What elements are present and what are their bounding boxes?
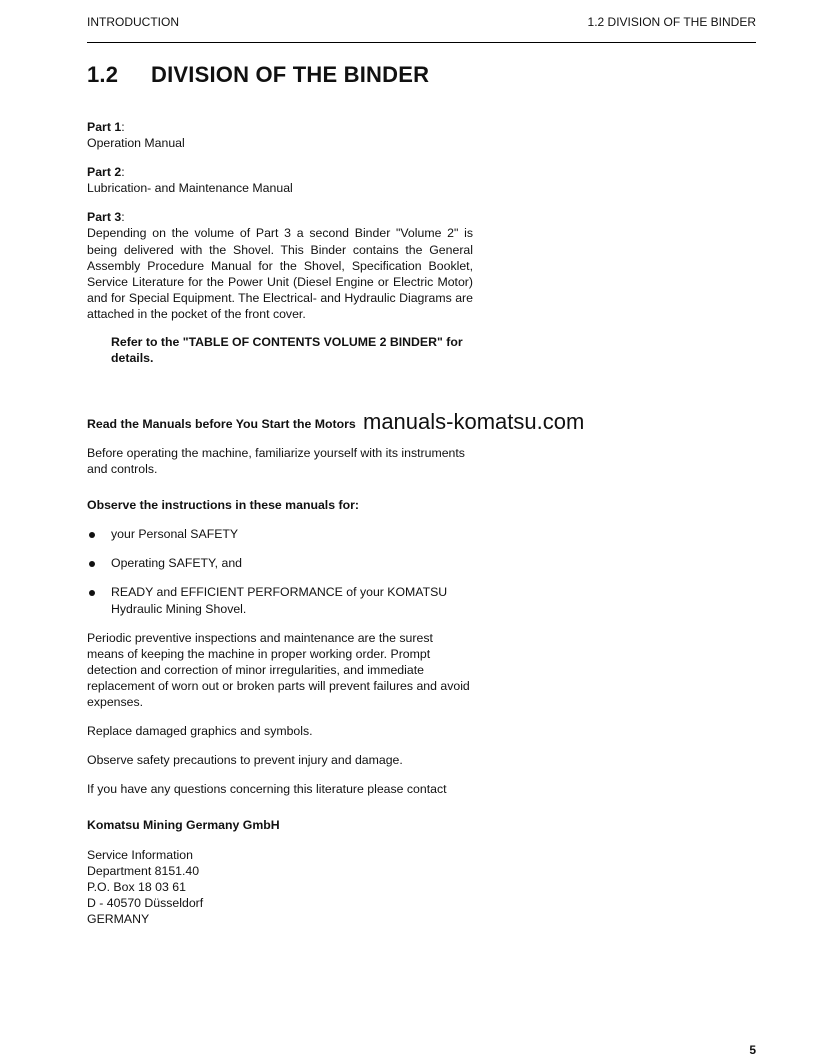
section-number: 1.2 bbox=[87, 62, 119, 87]
header-section-left: INTRODUCTION bbox=[87, 15, 179, 29]
bullet-item bbox=[87, 584, 473, 616]
part-2-text: Lubrication- and Maintenance Manual bbox=[87, 181, 293, 196]
instructions-block bbox=[87, 445, 473, 927]
address-line: GERMANY bbox=[87, 911, 150, 926]
address-line: Department 8151.40 bbox=[87, 863, 200, 878]
part-3: Part 3: bbox=[87, 210, 125, 225]
header-section-right: 1.2 DIVISION OF THE BINDER bbox=[587, 15, 756, 29]
part-1-text: Operation Manual bbox=[87, 136, 185, 151]
before-operating-text: Before operating the machine, familiarize yourself with its instruments and controls. bbox=[87, 446, 465, 477]
part-1-label: Part 1 bbox=[87, 120, 122, 134]
address-line: P.O. Box 18 03 61 bbox=[87, 879, 186, 894]
section-title: DIVISION OF THE BINDER bbox=[151, 62, 430, 87]
periodic-inspection-text: Periodic preventive inspections and maintenance are the surest means of keeping the machine in proper working order. Prompt detection and correction of minor irregularities, and immediate replacement of worn out or broken parts will prevent failures and avoid expenses. bbox=[87, 630, 470, 710]
bullet-text: Operating SAFETY, and bbox=[111, 556, 243, 571]
volume-2-note: Refer to the "TABLE OF CONTENTS VOLUME 2 BINDER" for details. bbox=[111, 335, 463, 366]
part-1: Part 1: bbox=[87, 120, 125, 134]
safety-precautions-text: Observe safety precautions to prevent injury and damage. bbox=[87, 753, 403, 768]
questions-text: If you have any questions concerning this literature please contact bbox=[87, 782, 447, 797]
part-2: Part 2: bbox=[87, 165, 125, 180]
page-number: 5 bbox=[749, 1043, 756, 1057]
bullet-dot-icon bbox=[89, 532, 95, 538]
replace-graphics-text: Replace damaged graphics and symbols. bbox=[87, 724, 313, 739]
watermark: manuals-komatsu.com bbox=[363, 409, 585, 434]
bullet-item bbox=[87, 526, 473, 542]
part-2-label: Part 2 bbox=[87, 165, 122, 180]
bullet-item bbox=[87, 555, 473, 571]
bullet-dot-icon bbox=[89, 561, 95, 567]
read-manuals-heading: Read the Manuals before You Start the Motors bbox=[87, 417, 356, 431]
part-3-label: Part 3 bbox=[87, 210, 122, 225]
parts-block bbox=[87, 119, 473, 322]
company-name: Komatsu Mining Germany GmbH bbox=[87, 818, 280, 833]
address-line: D - 40570 Düsseldorf bbox=[87, 895, 204, 910]
bullet-dot-icon bbox=[89, 590, 95, 596]
page-title bbox=[87, 62, 429, 88]
note-block bbox=[87, 334, 473, 366]
part-3-text: Depending on the volume of Part 3 a second Binder "Volume 2" is being delivered with the Shovel. This Binder contains the General Assembly Procedure Manual for the Shovel, Specification Booklet, Service Literature for the Power Unit (Diesel Engine or Electric Motor) and for Special Equipment. The Electrical- and Hydraulic Diagrams are attached in the pocket of the front cover. bbox=[87, 226, 473, 321]
bullet-text: READY and EFFICIENT PERFORMANCE of your KOMATSU Hydraulic Mining Shovel. bbox=[111, 585, 448, 616]
address-line: Service Information bbox=[87, 847, 193, 862]
bullet-text: your Personal SAFETY bbox=[111, 527, 239, 542]
observe-heading: Observe the instructions in these manuals for: bbox=[87, 498, 359, 513]
running-header bbox=[87, 14, 756, 43]
